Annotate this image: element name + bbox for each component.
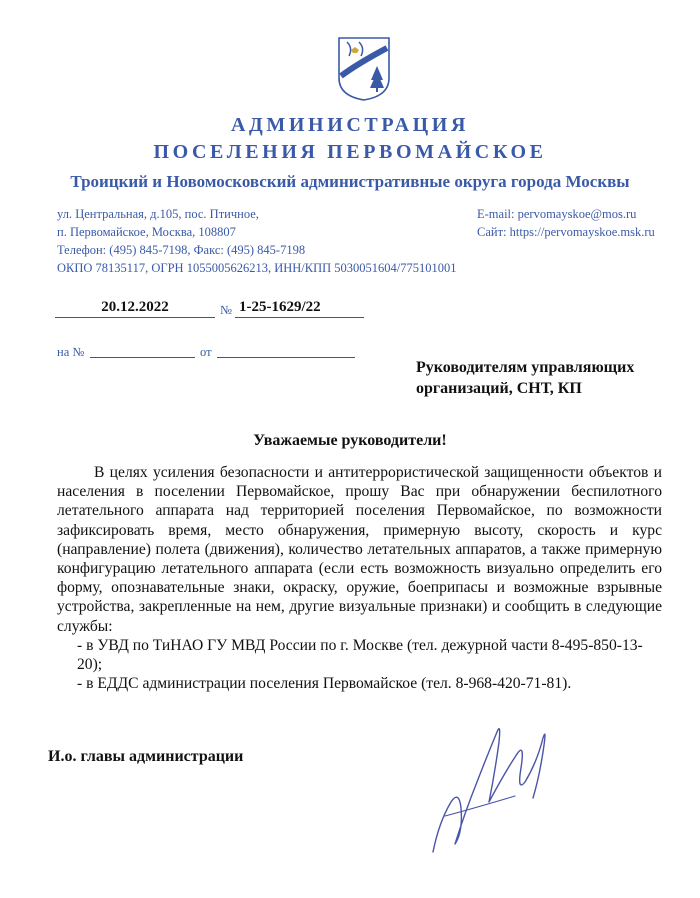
service-item-edds: - в ЕДДС администрации поселения Первомайское (тел. 8-968-420-71-81). bbox=[77, 675, 572, 693]
number-sign-label: № bbox=[220, 303, 232, 317]
signatory-title: И.о. главы администрации bbox=[48, 748, 244, 765]
reference-number-label: на № bbox=[57, 345, 85, 359]
document-date: 20.12.2022 bbox=[55, 299, 215, 318]
recipient-line-1: Руководителям управляющих bbox=[416, 359, 635, 376]
document-number: 1-25-1629/22 bbox=[235, 299, 364, 318]
website-line: Сайт: https://pervomayskoe.msk.ru bbox=[477, 225, 655, 239]
reference-date-label: от bbox=[200, 345, 212, 359]
reference-date-blank bbox=[217, 356, 355, 358]
phone-fax-line: Телефон: (495) 845-7198, Факс: (495) 845-7198 bbox=[57, 243, 306, 257]
organization-subtitle: ПОСЕЛЕНИЯ ПЕРВОМАЙСКОЕ bbox=[153, 141, 547, 163]
organization-title: АДМИНИСТРАЦИЯ bbox=[231, 114, 469, 136]
handwritten-signature bbox=[425, 712, 565, 862]
address-line-2: п. Первомайское, Москва, 108807 bbox=[57, 225, 236, 239]
letter-body bbox=[57, 463, 662, 693]
reference-number-blank bbox=[90, 356, 195, 358]
body-paragraph: В целях усиления безопасности и антитеррористической защищенности объектов и населения в поселении Первомайское, прошу Вас при обнаружении беспилотного летательного аппарата над территорией поселения Первомайское, по возможности зафиксировать время, место обнаружения, примерную высоту, скорость и курс (направление) полета (движения), количество летательных аппаратов, а также примерную конфигурацию летательного аппарата (если есть возможность визуально определить его форму, опознавательные знаки, окраску, оружие, боеприпасы и возможные взрывные устройства, закрепленные на нем, другие визуальные признаки) и сообщить в следующие службы: bbox=[57, 464, 662, 635]
address-line-1: ул. Центральная, д.105, пос. Птичное, bbox=[57, 207, 259, 221]
salutation: Уважаемые руководители! bbox=[253, 432, 447, 449]
email-line: E-mail: pervomayskoe@mos.ru bbox=[477, 207, 637, 221]
recipient-line-2: организаций, СНТ, КП bbox=[416, 380, 582, 397]
service-item-uvd: - в УВД по ТиНАО ГУ МВД России по г. Москве (тел. дежурной части 8-495-850-13-20); bbox=[77, 636, 643, 674]
registration-codes-line: ОКПО 78135117, ОГРН 1055005626213, ИНН/КПП 5030051604/775101001 bbox=[57, 261, 457, 275]
coat-of-arms-emblem bbox=[337, 36, 391, 102]
organization-district: Троицкий и Новомосковский административные округа города Москвы bbox=[70, 172, 630, 191]
recipient-block bbox=[416, 357, 686, 399]
